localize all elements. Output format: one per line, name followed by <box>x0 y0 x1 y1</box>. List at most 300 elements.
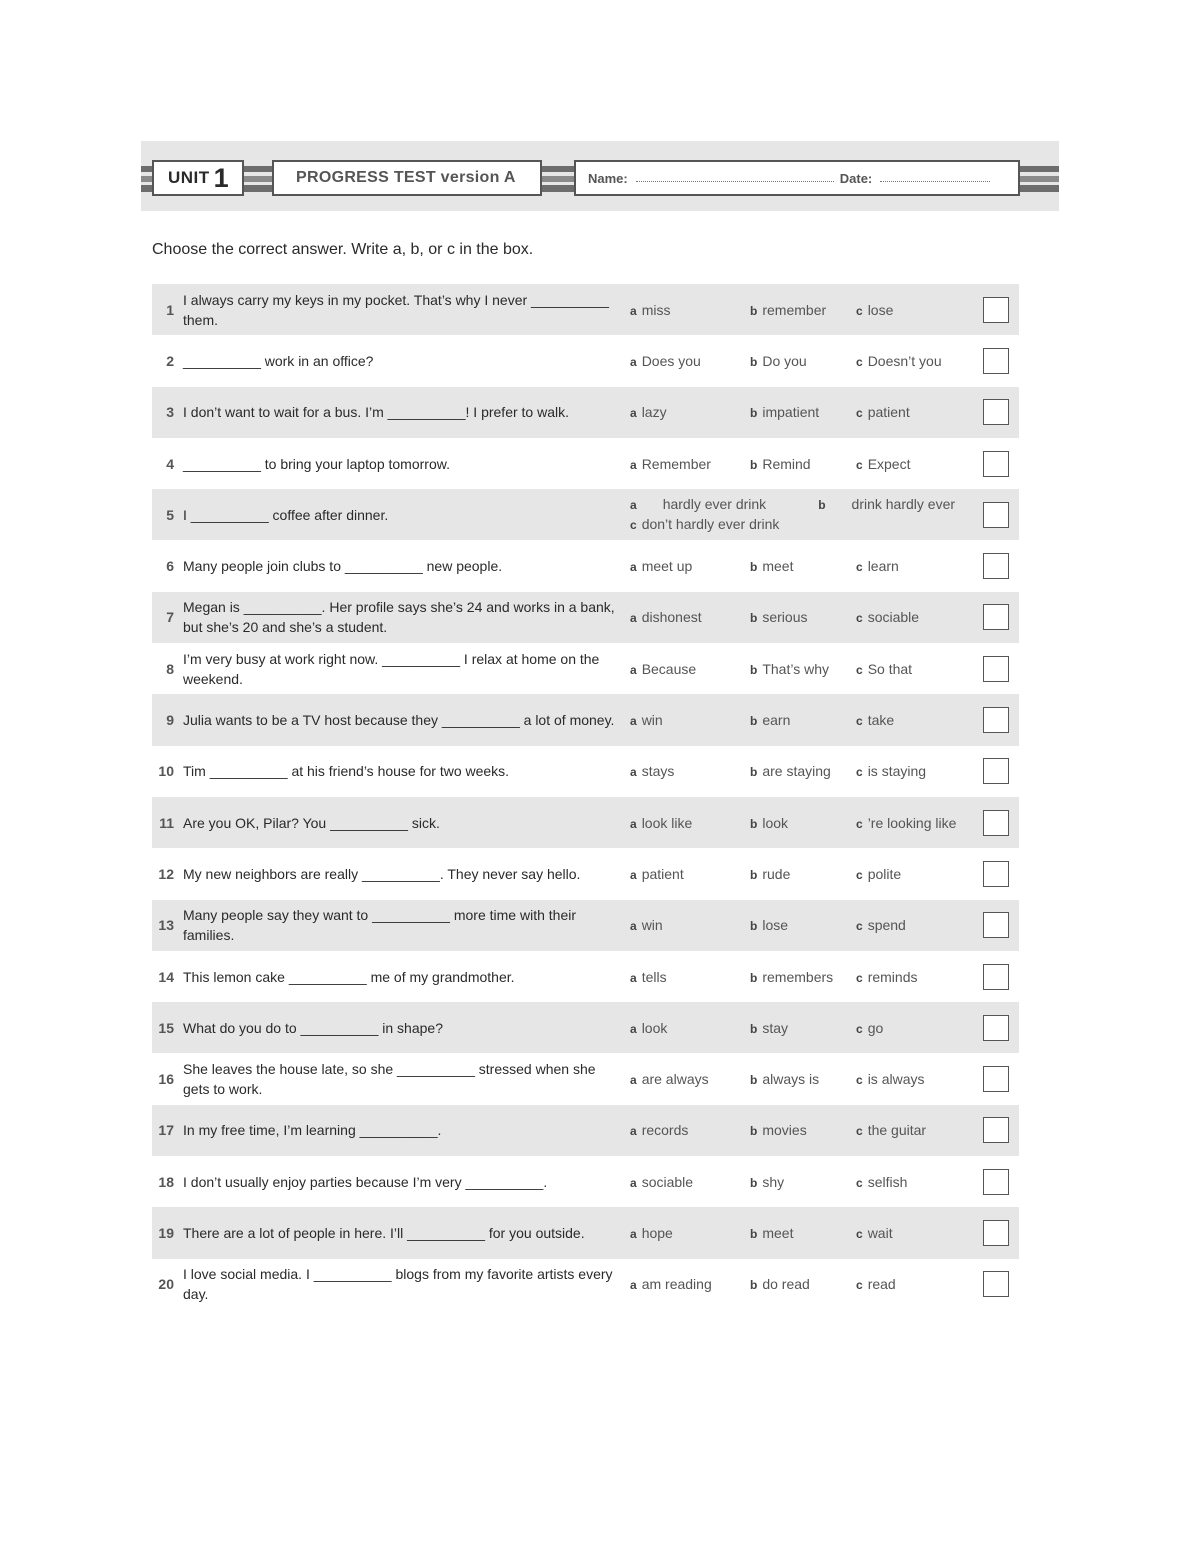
option-letter: c <box>856 560 863 575</box>
option-text: win <box>641 712 663 729</box>
option-b <box>750 661 829 677</box>
option-text: wait <box>867 1224 893 1241</box>
option-b <box>750 866 790 882</box>
option-text: sociable <box>641 1173 694 1190</box>
question-row <box>152 540 1019 591</box>
question-number: 10 <box>158 763 174 780</box>
answer-box[interactable] <box>983 861 1009 887</box>
answer-box[interactable] <box>983 964 1009 990</box>
option-c <box>856 1122 926 1138</box>
option-text: do read <box>762 1276 810 1293</box>
option-b <box>750 969 833 985</box>
option-letter: a <box>630 406 637 421</box>
option-text: read <box>867 1276 896 1293</box>
option-letter: c <box>856 816 863 831</box>
option-cell <box>750 848 790 899</box>
option-text: movies <box>762 1122 807 1139</box>
option-letter: b <box>750 406 758 421</box>
option-cell <box>630 438 711 489</box>
option-letter: a <box>630 354 637 369</box>
option-text: Does you <box>641 352 701 369</box>
question-number: 14 <box>158 968 174 985</box>
option-a <box>630 815 692 831</box>
option-letter: b <box>750 1226 758 1241</box>
option-letter: a <box>630 919 637 934</box>
option-text: So that <box>867 660 913 677</box>
test-title: PROGRESS TEST version A <box>272 160 542 196</box>
option-letter: a <box>630 1226 637 1241</box>
option-cell <box>750 951 833 1002</box>
option-a <box>630 609 702 625</box>
option-text: go <box>867 1019 884 1036</box>
option-text: Remember <box>641 455 711 472</box>
date-label: Date: <box>839 170 873 186</box>
answer-box[interactable] <box>983 399 1009 425</box>
option-b <box>750 456 811 472</box>
option-a <box>630 763 674 779</box>
option-cell <box>630 643 696 694</box>
question-text: What do you do to __________ in shape? <box>183 1019 443 1036</box>
option-letter: a <box>630 1175 637 1190</box>
option-cell <box>750 1156 784 1207</box>
option-cell <box>856 900 906 951</box>
option-cell <box>750 746 831 797</box>
question-number: 3 <box>166 404 174 421</box>
option-letter: a <box>630 457 637 472</box>
answer-box[interactable] <box>983 707 1009 733</box>
option-cell <box>750 1259 810 1310</box>
option-c <box>856 558 899 574</box>
question-text: Many people join clubs to __________ new people. <box>183 558 503 575</box>
option-letter: c <box>630 517 637 532</box>
answer-box[interactable] <box>983 451 1009 477</box>
question-text: I don’t usually enjoy parties because I’m very __________. <box>183 1173 548 1190</box>
option-b <box>818 496 981 512</box>
date-field[interactable] <box>880 181 990 182</box>
option-c <box>856 661 912 677</box>
option-cell <box>750 592 807 643</box>
question-text: Many people say they want to __________ more time with their families. <box>183 907 577 944</box>
option-cell <box>856 694 894 745</box>
question-number: 12 <box>158 865 174 882</box>
option-letter: a <box>630 765 637 780</box>
question-row <box>152 848 1019 899</box>
option-cell <box>750 1002 788 1053</box>
option-letter: b <box>750 560 758 575</box>
option-c <box>856 1071 924 1087</box>
option-text: take <box>867 712 895 729</box>
option-text: lazy <box>641 404 667 421</box>
question-row <box>152 1002 1019 1053</box>
option-text: dishonest <box>641 609 702 626</box>
option-text: shy <box>762 1173 785 1190</box>
option-b <box>750 609 807 625</box>
option-letter: a <box>630 970 637 985</box>
option-text: patient <box>867 404 910 421</box>
question-row <box>152 284 1019 335</box>
option-c <box>856 763 926 779</box>
option-text: ’re looking like <box>867 814 957 831</box>
question-number: 20 <box>158 1276 174 1293</box>
answer-box[interactable] <box>983 1220 1009 1246</box>
option-text: drink hardly ever <box>851 495 956 512</box>
option-text: rude <box>762 865 791 882</box>
option-cell <box>630 1105 688 1156</box>
option-letter: c <box>856 354 863 369</box>
option-text: look <box>641 1019 668 1036</box>
question-number: 15 <box>158 1019 174 1036</box>
option-text: spend <box>867 917 906 934</box>
option-letter: a <box>630 714 637 729</box>
question-number: 18 <box>158 1173 174 1190</box>
question-row <box>152 1053 1019 1104</box>
option-letter: c <box>856 765 863 780</box>
option-letter: b <box>750 867 758 882</box>
option-cell <box>630 694 663 745</box>
question-row <box>152 489 1019 540</box>
option-text: win <box>641 917 663 934</box>
option-text: remember <box>762 301 827 318</box>
question-text: I’m very busy at work right now. __________ I relax at home on the weekend. <box>183 650 600 687</box>
option-letter: b <box>750 816 758 831</box>
question-text: There are a lot of people in here. I’ll __________ for you outside. <box>183 1224 585 1241</box>
option-text: That’s why <box>762 660 830 677</box>
answer-box[interactable] <box>983 297 1009 323</box>
option-b <box>750 763 831 779</box>
unit-number: 1 <box>213 162 229 193</box>
option-cell <box>750 797 788 848</box>
option-text: am reading <box>641 1276 712 1293</box>
option-cell <box>856 1259 896 1310</box>
option-text: meet up <box>641 558 693 575</box>
option-b <box>750 1122 807 1138</box>
option-text: hardly ever drink <box>662 495 767 512</box>
option-cell <box>630 1207 673 1258</box>
option-c <box>856 712 894 728</box>
option-a <box>630 661 696 677</box>
option-cell <box>856 797 956 848</box>
option-a <box>630 1174 693 1190</box>
option-a <box>630 969 667 985</box>
option-letter: a <box>630 1278 637 1293</box>
option-cell <box>750 387 819 438</box>
option-text: Do you <box>762 352 807 369</box>
option-letter: a <box>630 1021 637 1036</box>
question-row <box>152 387 1019 438</box>
option-cell <box>750 438 811 489</box>
option-c <box>856 1225 893 1241</box>
question-number: 5 <box>166 506 174 523</box>
option-c <box>856 917 906 933</box>
option-c <box>856 404 910 420</box>
option-text: stay <box>762 1019 789 1036</box>
option-b <box>750 1071 819 1087</box>
option-text: hope <box>641 1224 673 1241</box>
option-text: lose <box>762 917 789 934</box>
option-cell <box>630 797 692 848</box>
option-letter: b <box>750 303 758 318</box>
option-text: are always <box>641 1071 709 1088</box>
option-letter: b <box>750 1124 758 1139</box>
option-letter: a <box>630 1073 637 1088</box>
option-text: look <box>762 814 789 831</box>
option-letter: c <box>856 1073 863 1088</box>
question-number: 13 <box>158 917 174 934</box>
option-c <box>856 353 942 369</box>
option-text: remembers <box>762 968 834 985</box>
question-text: Are you OK, Pilar? You __________ sick. <box>183 814 440 831</box>
option-cell <box>856 592 919 643</box>
question-row <box>152 797 1019 848</box>
answer-box[interactable] <box>983 502 1009 528</box>
question-text: __________ work in an office? <box>183 352 374 369</box>
answer-box[interactable] <box>983 912 1009 938</box>
question-row <box>152 1156 1019 1207</box>
option-c <box>856 302 893 318</box>
option-c <box>856 1174 907 1190</box>
option-cell <box>750 540 793 591</box>
option-text: tells <box>641 968 667 985</box>
option-cell <box>856 1105 926 1156</box>
question-number: 6 <box>166 558 174 575</box>
option-text: are staying <box>762 763 831 780</box>
question-row <box>152 746 1019 797</box>
option-letter: c <box>856 1226 863 1241</box>
option-text: Remind <box>762 455 811 472</box>
answer-box[interactable] <box>983 348 1009 374</box>
option-b <box>750 1020 788 1036</box>
option-letter: a <box>630 867 637 882</box>
question-text: __________ to bring your laptop tomorrow. <box>183 455 450 472</box>
option-letter: c <box>856 1124 863 1139</box>
option-c <box>856 1276 896 1292</box>
option-text: sociable <box>867 609 920 626</box>
option-cell <box>630 1002 667 1053</box>
question-number: 17 <box>158 1122 174 1139</box>
option-cell <box>630 1053 709 1104</box>
question-list <box>152 284 1019 1310</box>
question-number: 2 <box>166 352 174 369</box>
question-row <box>152 951 1019 1002</box>
option-a <box>630 1020 667 1036</box>
option-a <box>630 302 670 318</box>
option-letter: c <box>856 714 863 729</box>
question-text: This lemon cake __________ me of my grandmother. <box>183 968 515 985</box>
option-b <box>750 302 826 318</box>
question-row <box>152 1207 1019 1258</box>
option-cell <box>750 900 788 951</box>
option-a <box>630 353 701 369</box>
option-letter: b <box>750 662 758 677</box>
option-letter: b <box>750 970 758 985</box>
option-a <box>630 496 792 512</box>
option-text: learn <box>867 558 899 575</box>
option-letter: b <box>750 714 758 729</box>
question-number: 8 <box>166 660 174 677</box>
option-c <box>856 456 911 472</box>
answer-box[interactable] <box>983 758 1009 784</box>
option-letter: c <box>856 662 863 677</box>
option-c <box>856 969 917 985</box>
answer-box[interactable] <box>983 1271 1009 1297</box>
option-letter: a <box>630 303 637 318</box>
option-cell <box>750 1105 807 1156</box>
option-cell <box>856 746 926 797</box>
option-b <box>750 1225 793 1241</box>
option-cell <box>856 848 901 899</box>
question-row <box>152 900 1019 951</box>
option-text: miss <box>641 301 671 318</box>
name-label: Name: <box>588 170 628 186</box>
answer-box[interactable] <box>983 553 1009 579</box>
option-text: Because <box>641 660 697 677</box>
option-letter: b <box>750 354 758 369</box>
option-c <box>856 866 901 882</box>
question-text: Julia wants to be a TV host because they __________ a lot of money. <box>183 712 615 729</box>
question-number: 1 <box>166 301 174 318</box>
option-cell <box>630 900 663 951</box>
option-text: lose <box>867 301 894 318</box>
option-letter: c <box>856 919 863 934</box>
option-c <box>856 609 919 625</box>
option-letter: a <box>630 816 637 831</box>
option-c <box>856 1020 883 1036</box>
question-row <box>152 1105 1019 1156</box>
option-a <box>630 712 663 728</box>
option-letter: b <box>750 919 758 934</box>
question-row <box>152 438 1019 489</box>
option-letter: a <box>630 560 637 575</box>
option-a <box>630 1276 712 1292</box>
option-a <box>630 1071 709 1087</box>
option-a <box>630 866 684 882</box>
question-number: 7 <box>166 609 174 626</box>
option-text: records <box>641 1122 689 1139</box>
option-letter: a <box>630 662 637 677</box>
option-cell <box>856 387 910 438</box>
question-text: I don’t want to wait for a bus. I’m __________! I prefer to walk. <box>183 404 569 421</box>
question-number: 19 <box>158 1224 174 1241</box>
option-text: look like <box>641 814 693 831</box>
option-b <box>750 404 819 420</box>
answer-box[interactable] <box>983 1066 1009 1092</box>
option-text: impatient <box>762 404 820 421</box>
answer-box[interactable] <box>983 656 1009 682</box>
question-text: I always carry my keys in my pocket. That’s why I never __________ them. <box>183 291 609 328</box>
option-letter: c <box>856 867 863 882</box>
option-cell <box>750 643 829 694</box>
option-cell <box>630 387 667 438</box>
option-a <box>630 1225 673 1241</box>
option-text: stays <box>641 763 675 780</box>
option-b <box>750 1174 784 1190</box>
option-a <box>630 1122 688 1138</box>
option-cell <box>856 643 912 694</box>
option-letter: b <box>750 1175 758 1190</box>
option-cell <box>750 1053 819 1104</box>
question-text: My new neighbors are really __________. They never say hello. <box>183 865 581 882</box>
unit-word: UNIT <box>168 168 210 187</box>
option-cell <box>630 951 667 1002</box>
question-number: 4 <box>166 455 174 472</box>
option-cell <box>856 438 911 489</box>
option-cell <box>856 1207 893 1258</box>
question-text: In my free time, I’m learning __________. <box>183 1122 442 1139</box>
question-text: Tim __________ at his friend’s house for two weeks. <box>183 763 510 780</box>
option-a <box>630 558 692 574</box>
option-letter: c <box>856 1175 863 1190</box>
option-letter: b <box>750 1073 758 1088</box>
question-row <box>152 694 1019 745</box>
option-b <box>750 712 790 728</box>
question-number: 11 <box>159 814 174 831</box>
option-cell <box>856 1002 883 1053</box>
question-text: I love social media. I __________ blogs from my favorite artists every day. <box>183 1266 613 1303</box>
option-cell <box>856 1156 907 1207</box>
option-letter: b <box>750 611 758 626</box>
instructions: Choose the correct answer. Write a, b, or c in the box. <box>152 241 534 258</box>
question-row <box>152 1259 1019 1310</box>
option-letter: a <box>630 497 637 512</box>
answer-box[interactable] <box>983 1169 1009 1195</box>
option-c <box>630 516 779 532</box>
option-a <box>630 917 663 933</box>
unit-label <box>152 160 244 196</box>
option-text: selfish <box>867 1173 908 1190</box>
question-text: Megan is __________. Her profile says she’s 24 and works in a bank, but she’s 20 and she’s a student. <box>183 599 615 636</box>
option-text: Expect <box>867 455 911 472</box>
option-letter: a <box>630 611 637 626</box>
option-letter: b <box>750 1278 758 1293</box>
option-cell <box>630 848 684 899</box>
answer-box[interactable] <box>983 604 1009 630</box>
question-row <box>152 335 1019 386</box>
option-cell <box>856 951 917 1002</box>
option-letter: c <box>856 303 863 318</box>
option-cell <box>856 284 893 335</box>
option-cell <box>750 1207 793 1258</box>
name-date-box <box>574 160 1020 196</box>
option-c <box>856 815 956 831</box>
option-letter: a <box>630 1124 637 1139</box>
answer-box[interactable] <box>983 810 1009 836</box>
option-text: meet <box>762 558 794 575</box>
option-letter: c <box>856 406 863 421</box>
option-text: reminds <box>867 968 918 985</box>
name-field[interactable] <box>636 181 834 182</box>
option-text: serious <box>762 609 808 626</box>
option-text: the guitar <box>867 1122 927 1139</box>
option-text: always is <box>762 1071 820 1088</box>
option-letter: b <box>818 497 826 512</box>
option-cell <box>630 1259 712 1310</box>
answer-box[interactable] <box>983 1015 1009 1041</box>
option-letter: c <box>856 1278 863 1293</box>
option-group <box>630 489 1007 540</box>
answer-box[interactable] <box>983 1117 1009 1143</box>
option-b <box>750 558 793 574</box>
question-row <box>152 592 1019 643</box>
option-cell <box>750 335 807 386</box>
option-text: is always <box>867 1071 925 1088</box>
option-text: Doesn’t you <box>867 352 942 369</box>
option-b <box>750 815 788 831</box>
option-cell <box>630 284 670 335</box>
option-cell <box>856 540 899 591</box>
option-a <box>630 404 667 420</box>
option-cell <box>856 1053 924 1104</box>
option-letter: c <box>856 611 863 626</box>
